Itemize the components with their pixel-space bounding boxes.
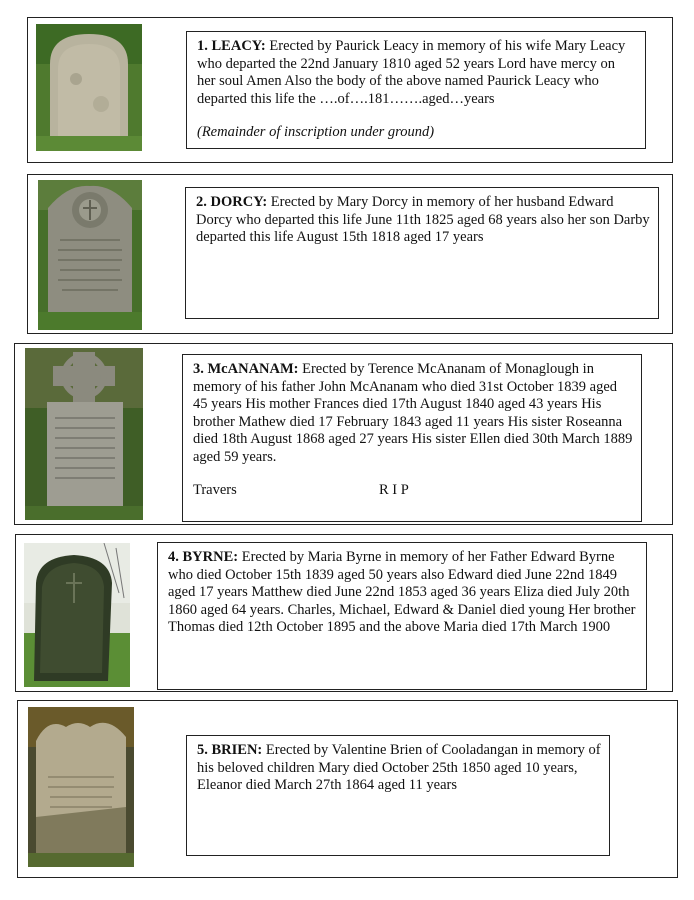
inscription-text: Erected by Paurick Leacy in memory of his wife Mary Leacy who departed the 22nd January 1810 aged 52 years Lord have mercy on her soul Amen Also the body of the above named Paurick Leacy who departed this life the ….of….181…….aged…years xyxy=(197,38,626,107)
headstone-photo-byrne xyxy=(24,543,130,687)
entry-heading: 5. BRIEN: xyxy=(197,742,263,758)
inscription-note: (Remainder of inscription under ground) xyxy=(197,124,435,140)
entry-heading: 4. BYRNE: xyxy=(168,549,239,565)
entry-card-byrne xyxy=(15,534,673,692)
inscription-box-leacy xyxy=(186,31,646,149)
inscription-footer-left: Travers xyxy=(193,482,237,498)
entry-card-brien xyxy=(17,700,678,878)
entry-card-mcananam xyxy=(14,343,673,525)
inscription-box-brien xyxy=(186,735,610,856)
headstone-photo-brien xyxy=(28,707,134,867)
inscription-box-mcananam xyxy=(182,354,642,522)
inscription-box-byrne xyxy=(157,542,647,690)
entry-card-leacy xyxy=(27,17,673,163)
inscription-text: Erected by Maria Byrne in memory of her Father Edward Byrne who died October 15th 1839 aged 50 years also Edward died June 22nd 1849 aged 17 years Matthew died June 22nd 1853 aged 36 years Eliza died July 20th 1860 aged 64 years. Charles, Michael, Edward & Daniel died young Her brother Thomas died 12th October 1895 and the above Maria died 17th March 1900 xyxy=(168,549,636,635)
entry-card-dorcy xyxy=(27,174,673,334)
inscription-text: Erected by Valentine Brien of Cooladangan in memory of his beloved children Mary died October 25th 1850 aged 10 years, Eleanor died March 27th 1864 aged 11 years xyxy=(197,742,601,793)
entry-heading: 3. McANANAM: xyxy=(193,361,299,377)
entry-heading: 1. LEACY: xyxy=(197,38,266,54)
inscription-footer-right: R I P xyxy=(379,482,409,498)
headstone-photo-dorcy xyxy=(38,180,142,330)
inscription-box-dorcy xyxy=(185,187,659,319)
entry-heading: 2. DORCY: xyxy=(196,194,268,210)
inscription-text: Erected by Terence McAnanam of Monaglough in memory of his father John McAnanam who died 31st October 1839 aged 45 years His mother Frances died 17th August 1840 aged 43 years His brother Mathew died 17 February 1843 aged 11 years His sister Roseanna died 18th August 1868 aged 27 years His sister Ellen died 30th March 1889 aged 59 years. xyxy=(193,361,633,465)
inscription-text: Erected by Mary Dorcy in memory of her husband Edward Dorcy who departed this life June 11th 1825 aged 68 years also her son Darby departed this life August 15th 1818 aged 17 years xyxy=(196,194,650,245)
headstone-photo-mcananam xyxy=(25,348,143,520)
headstone-photo-leacy xyxy=(36,24,142,151)
